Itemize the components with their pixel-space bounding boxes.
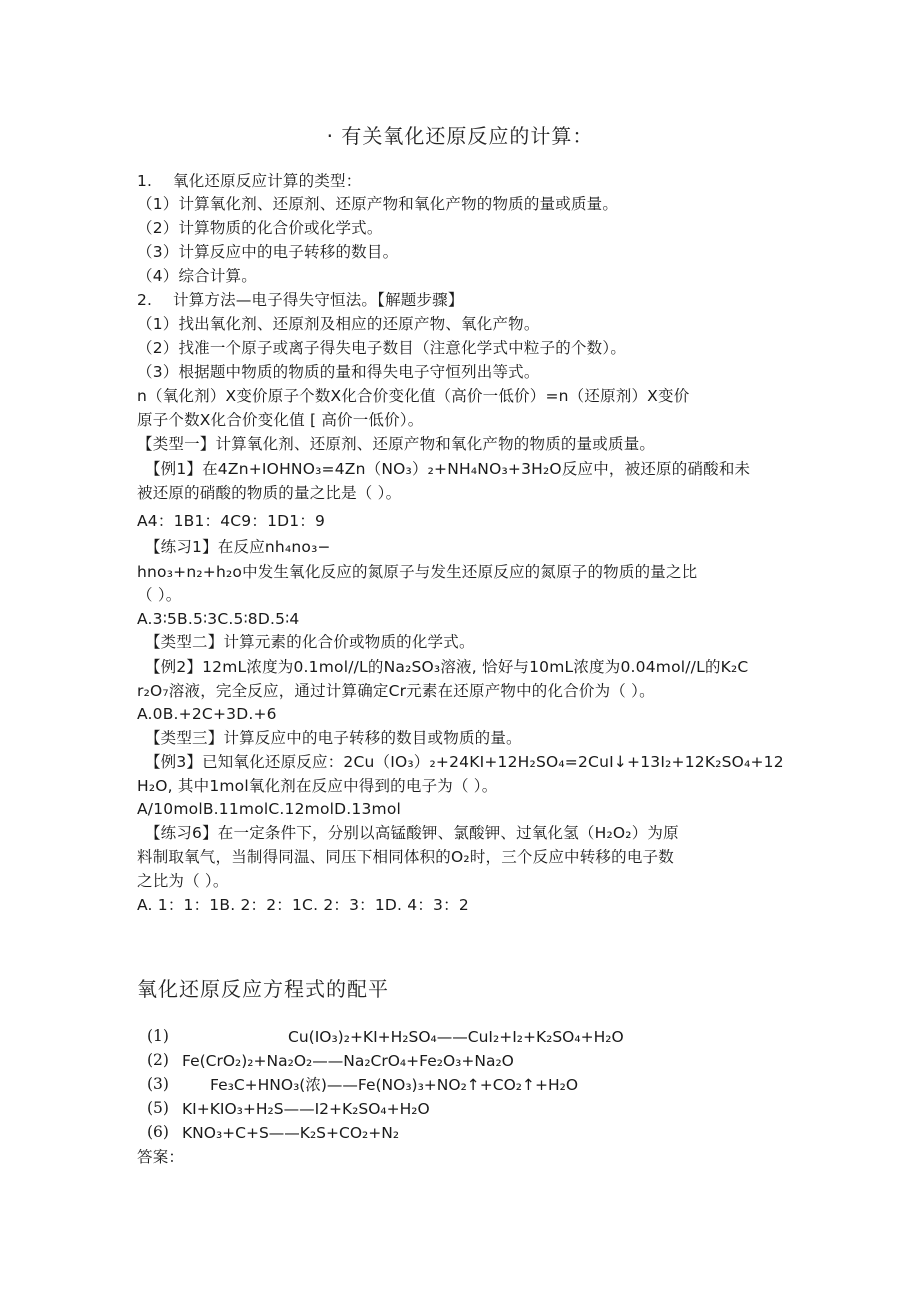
text-line: 【类型三】计算反应中的电子转移的数目或物质的量。: [137, 729, 522, 747]
text-line: （3）计算反应中的电子转移的数目。: [137, 243, 399, 261]
text-line: A.3∶5B.5∶3C.5∶8D.5∶4: [137, 610, 300, 628]
equation-text: Fe₃C+HNO₃(浓)——Fe(NO₃)₃+NO₂↑+CO₂↑+H₂O: [210, 1076, 579, 1094]
text-line: A. 1：1：1B. 2：2：1C. 2：3：1D. 4：3：2: [137, 896, 469, 914]
text-line: 【类型二】计算元素的化合价或物质的化学式。: [137, 633, 475, 651]
text-line: 原子个数X化合价变化值 [ 高价一低价）。: [137, 411, 424, 429]
section-heading: 氧化还原反应方程式的配平: [137, 977, 389, 1001]
equation-text: KNO₃+C+S——K₂S+CO₂+N₂: [182, 1124, 400, 1142]
text-line: hno₃+n₂+h₂o中发生氧化反应的氮原子与发生还原反应的氮原子的物质的量之比: [137, 563, 698, 581]
text-line: 【例3】已知氧化还原反应：2Cu（IO₃）₂+24KI+12H₂SO₄=2CuI↓+13I₂+12K₂SO₄+12: [137, 753, 784, 771]
text-line: 【例1】在4Zn+IOHNO₃=4Zn（NO₃）₂+NH₄NO₃+3H₂O反应中，被还原的硝酸和未: [137, 460, 751, 478]
text-line: （2）计算物质的化合价或化学式。: [137, 219, 383, 237]
text-line: A/10molB.11molC.12molD.13mol: [137, 800, 402, 818]
equation-number: (5): [147, 1099, 169, 1117]
text-line: A4：1B1：4C9：1D1：9: [137, 512, 326, 530]
text-line: （3）根据题中物质的物质的量和得失电子守恒列出等式。: [137, 363, 540, 381]
text-line: 【例2】12mL浓度为0.1mol//L的Na₂SO₃溶液, 恰好与10mL浓度为0.04mol//L的K₂C: [137, 658, 749, 676]
equation-number: (1): [147, 1027, 169, 1045]
text-line: 料制取氧气，当制得同温、同压下相同体积的O₂时，三个反应中转移的电子数: [137, 848, 674, 866]
equation-number: (3): [147, 1075, 169, 1093]
text-line: n（氧化剂）X变价原子个数X化合价变化值（高价一低价）=n（还原剂）X变价: [137, 387, 690, 405]
text-line: （2）找准一个原子或离子得失电子数目（注意化学式中粒子的个数）。: [137, 339, 627, 357]
page-title: · 有关氧化还原反应的计算：: [326, 124, 594, 148]
text-line: 被还原的硝酸的物质的量之比是（ ）。: [137, 484, 402, 502]
text-line: 1. 氧化还原反应计算的类型：: [137, 172, 362, 190]
equation-text: KI+KIO₃+H₂S——I2+K₂SO₄+H₂O: [182, 1100, 430, 1118]
text-line: H₂O, 其中1mol氧化剂在反应中得到的电子为（ ）。: [137, 777, 498, 795]
equation-number: (2): [147, 1051, 169, 1069]
text-line: 【练习1】在反应nh₄no₃−: [137, 538, 331, 556]
text-line: （1）找出氧化剂、还原剂及相应的还原产物、氧化产物。: [137, 315, 540, 333]
text-line: 【练习6】在一定条件下，分别以高锰酸钾、氯酸钾、过氧化氢（H₂O₂）为原: [137, 824, 679, 842]
text-line: r₂O₇溶液，完全反应，通过计算确定Cr元素在还原产物中的化合价为（ ）。: [137, 682, 655, 700]
equation-text: Fe(CrO₂)₂+Na₂O₂——Na₂CrO₄+Fe₂O₃+Na₂O: [182, 1052, 514, 1070]
text-line: 2. 计算方法—电子得失守恒法。【解题步骤】: [137, 291, 464, 309]
equation-number: (6): [147, 1123, 169, 1141]
text-line: （4）综合计算。: [137, 267, 257, 285]
text-line: A.0B.+2C+3D.+6: [137, 705, 277, 723]
text-line: （ ）。: [137, 586, 182, 604]
text-line: 之比为（ ）。: [137, 872, 229, 890]
answer-label: 答案：: [137, 1148, 185, 1166]
text-line: 【类型一】计算氧化剂、还原剂、还原产物和氧化产物的物质的量或质量。: [137, 435, 656, 453]
text-line: （1）计算氧化剂、还原剂、还原产物和氧化产物的物质的量或质量。: [137, 195, 619, 213]
equation-text: Cu(IO₃)₂+KI+H₂SO₄——CuI₂+I₂+K₂SO₄+H₂O: [288, 1028, 624, 1046]
